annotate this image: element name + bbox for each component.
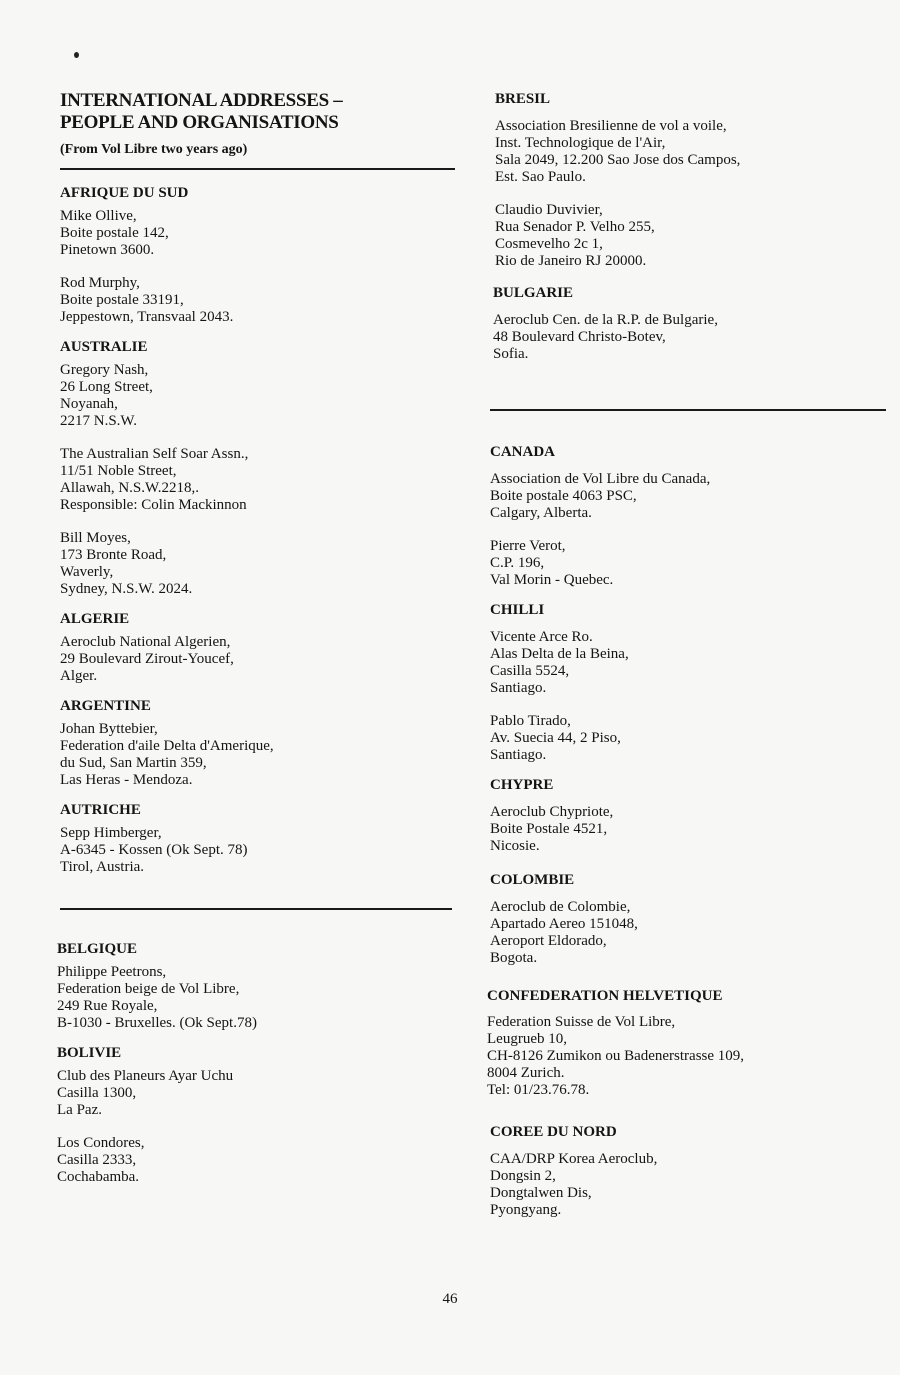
title-line-2: PEOPLE AND ORGANISATIONS <box>60 112 339 133</box>
address-entry: Bill Moyes, 173 Bronte Road, Waverly, Sydney, N.S.W. 2024. <box>60 530 193 597</box>
right-column <box>487 90 890 1235</box>
address-entry: The Australian Self Soar Assn., 11/51 Noble Street, Allawah, N.S.W.2218,. Responsible: Colin Mackinnon <box>60 446 249 513</box>
heading-australie: AUSTRALIE <box>60 339 148 355</box>
address-entry: Gregory Nash, 26 Long Street, Noyanah, 2217 N.S.W. <box>60 362 153 429</box>
address-entry: Vicente Arce Ro. Alas Delta de la Beina, Casilla 5524, Santiago. <box>490 629 629 696</box>
left-column <box>57 90 460 1202</box>
heading-bulgarie: BULGARIE <box>493 285 574 301</box>
address-entry: Association de Vol Libre du Canada, Boite postale 4063 PSC, Calgary, Alberta. <box>490 471 711 521</box>
heading-autriche: AUTRICHE <box>60 802 141 818</box>
address-entry: Aeroclub Chypriote, Boite Postale 4521, Nicosie. <box>490 804 614 854</box>
address-entry: Pierre Verot, C.P. 196, Val Morin - Quebec. <box>490 538 614 588</box>
heading-chypre: CHYPRE <box>490 777 554 793</box>
heading-argentine: ARGENTINE <box>60 698 151 714</box>
title-line-1: INTERNATIONAL ADDRESSES – <box>60 90 343 111</box>
address-entry: Pablo Tirado, Av. Suecia 44, 2 Piso, Santiago. <box>490 713 621 763</box>
heading-bolivie: BOLIVIE <box>57 1045 122 1061</box>
address-entry: CAA/DRP Korea Aeroclub, Dongsin 2, Dongtalwen Dis, Pyongyang. <box>490 1151 658 1218</box>
address-entry: Federation Suisse de Vol Libre, Leugrueb 10, CH-8126 Zumikon ou Badenerstrasse 109, 8004 Zurich. Tel: 01/23.76.78. <box>487 1014 745 1098</box>
address-entry: Association Bresilienne de vol a voile, Inst. Technologique de l'Air, Sala 2049, 12.200 Sao Jose dos Campos, Est. Sao Paulo. <box>495 118 741 185</box>
heading-belgique: BELGIQUE <box>57 941 138 957</box>
heading-colombie: COLOMBIE <box>490 872 575 888</box>
address-entry: Aeroclub National Algerien, 29 Boulevard Zirout-Youcef, Alger. <box>60 634 234 684</box>
address-entry: Philippe Peetrons, Federation beige de Vol Libre, 249 Rue Royale, B-1030 - Bruxelles. (Ok Sept.78) <box>57 964 257 1031</box>
page-title <box>60 90 460 134</box>
address-entry: Los Condores, Casilla 2333, Cochabamba. <box>57 1135 145 1185</box>
address-entry: Mike Ollive, Boite postale 142, Pinetown 3600. <box>60 208 169 258</box>
heading-confederation-helvetique: CONFEDERATION HELVETIQUE <box>487 988 723 1004</box>
address-entry: Sepp Himberger, A-6345 - Kossen (Ok Sept. 78) Tirol, Austria. <box>60 825 248 875</box>
heading-canada: CANADA <box>490 444 555 460</box>
section-rule <box>60 908 452 910</box>
address-entry: Rod Murphy, Boite postale 33191, Jeppestown, Transvaal 2043. <box>60 275 234 325</box>
address-entry: Johan Byttebier, Federation d'aile Delta d'Amerique, du Sud, San Martin 359, Las Heras - Mendoza. <box>60 721 274 788</box>
ink-dot <box>74 52 79 58</box>
address-entry: Claudio Duvivier, Rua Senador P. Velho 255, Cosmevelho 2c 1, Rio de Janeiro RJ 20000. <box>495 202 655 269</box>
heading-chilli: CHILLI <box>490 602 545 618</box>
address-entry: Aeroclub de Colombie, Apartado Aereo 151048, Aeroport Eldorado, Bogota. <box>490 899 638 966</box>
page-number: 46 <box>442 1291 458 1307</box>
address-entry: Club des Planeurs Ayar Uchu Casilla 1300, La Paz. <box>57 1068 234 1118</box>
heading-bresil: BRESIL <box>495 91 551 107</box>
heading-afrique-du-sud: AFRIQUE DU SUD <box>60 185 189 201</box>
heading-algerie: ALGERIE <box>60 611 130 627</box>
address-entry: Aeroclub Cen. de la R.P. de Bulgarie, 48 Boulevard Christo-Botev, Sofia. <box>493 312 718 362</box>
section-rule <box>490 409 886 411</box>
title-rule <box>60 168 455 170</box>
page-subtitle: (From Vol Libre two years ago) <box>60 142 248 157</box>
heading-coree-du-nord: COREE DU NORD <box>490 1124 617 1140</box>
